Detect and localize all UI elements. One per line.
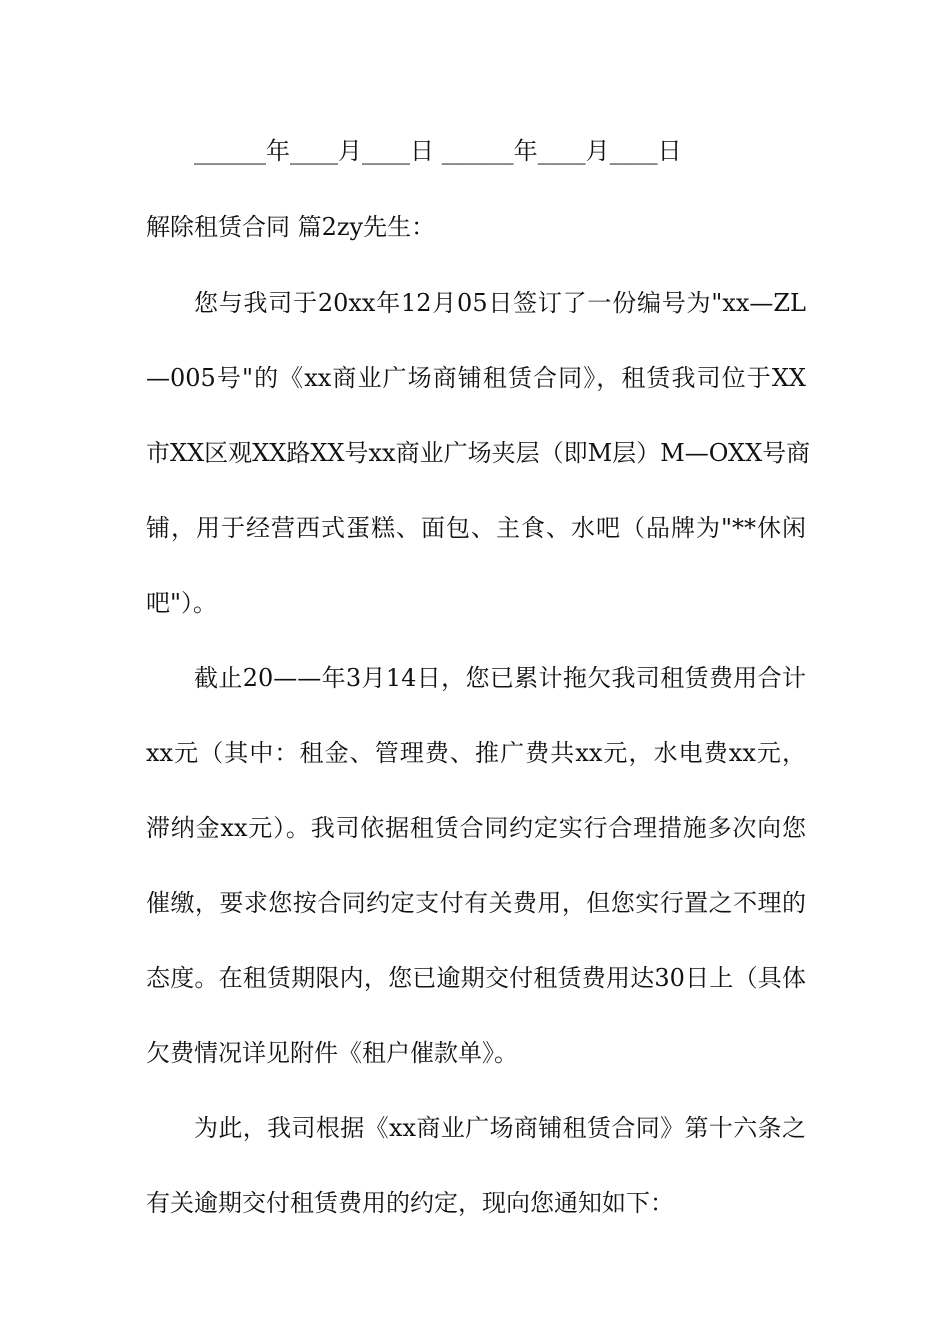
paragraph-1-line-3: 市XX区观XX路XX号xx商业广场夹层（即M层）M—OXX号商: [146, 439, 811, 467]
paragraph-2-line-3: 滞纳金xx元）。我司依据租赁合同约定实行合理措施多次向您: [146, 814, 806, 842]
paragraph-2-line-6: 欠费情况详见附件《租户催款单》。: [146, 1039, 518, 1067]
paragraph-1-line-5: 吧"）。: [146, 589, 218, 617]
paragraph-1-line-1: 您与我司于20xx年12月05日签订了一份编号为"xx—ZL: [194, 289, 806, 317]
heading-line: 解除租赁合同 篇2zy先生：: [146, 213, 436, 241]
paragraph-2-line-1: 截止20——年3月14日，您已累计拖欠我司租赁费用合计: [194, 664, 806, 692]
paragraph-2-line-5: 态度。在租赁期限内，您已逾期交付租赁费用达30日上（具体: [146, 964, 806, 992]
paragraph-1-line-4: 铺，用于经营西式蛋糕、面包、主食、水吧（品牌为"**休闲: [146, 514, 806, 542]
paragraph-2-line-4: 催缴，要求您按合同约定支付有关费用，但您实行置之不理的: [146, 889, 806, 917]
paragraph-3-line-2: 有关逾期交付租赁费用的约定，现向您通知如下：: [146, 1189, 674, 1217]
paragraph-2-line-2: xx元（其中：租金、管理费、推广费共xx元，水电费xx元，: [146, 739, 806, 767]
paragraph-1-line-2: —005号"的《xx商业广场商铺租赁合同》，租赁我司位于XX: [146, 364, 806, 392]
signature-date-line: ______年____月____日 ______年____月____日: [194, 137, 682, 165]
paragraph-3-line-1: 为此，我司根据《xx商业广场商铺租赁合同》第十六条之: [194, 1114, 806, 1142]
